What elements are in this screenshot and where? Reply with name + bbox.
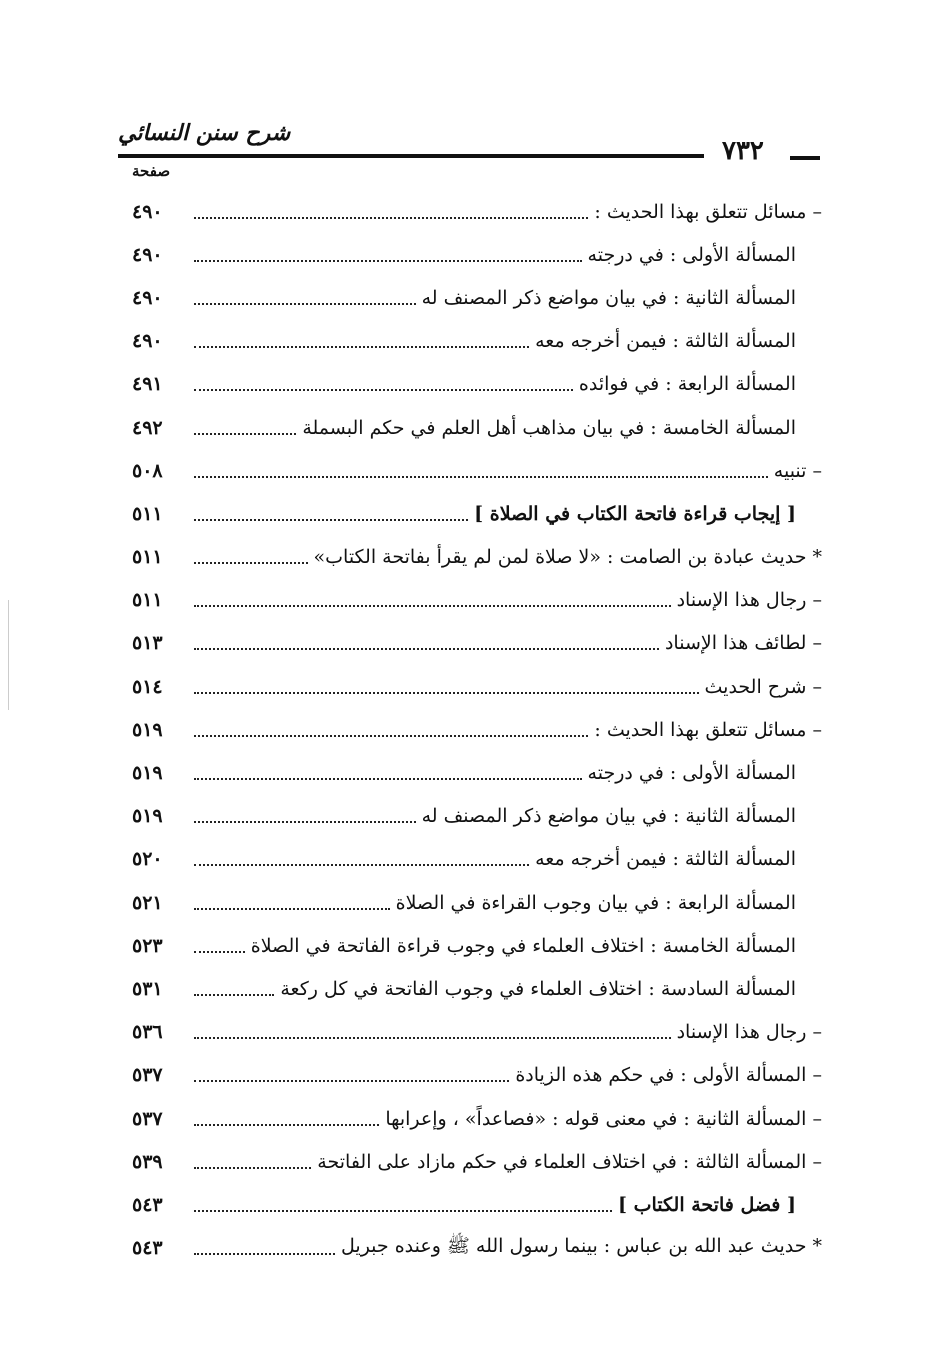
header-rule: [118, 154, 704, 158]
toc-entry-title: – رجال هذا الإسناد: [676, 1021, 822, 1044]
dot-leader: [194, 1124, 379, 1126]
toc-entry: [132, 795, 822, 838]
toc-entry-title: * حديث عبادة بن الصامت : «لا صلاة لمن لم يقرأ بفاتحة الكتاب»: [313, 546, 822, 569]
toc-page-number: ٥٣٩: [132, 1150, 163, 1173]
toc-entry-title: – المسألة الثانية : في معنى قوله : «فصاعداً» ، وإعرابها: [385, 1107, 822, 1130]
dot-leader: [194, 519, 468, 521]
dot-leader: [194, 562, 308, 564]
dot-leader: [194, 864, 529, 866]
toc-page-number: ٥٤٣: [132, 1193, 163, 1216]
toc-entry: [132, 233, 822, 276]
toc-page-number: ٥٣٧: [132, 1064, 163, 1087]
dot-leader: [194, 951, 245, 953]
toc-page-number: ٥١١: [132, 589, 163, 612]
toc-page-number: ٥١٤: [132, 675, 163, 698]
dot-leader: [194, 1080, 509, 1082]
toc-entry-title: – مسائل تتعلق بهذا الحديث :: [594, 718, 822, 741]
toc-page-number: ٥٢٠: [132, 848, 163, 871]
toc-page-number: ٤٩٠: [132, 330, 163, 353]
toc-entry-title: المسألة الثانية : في بيان مواضع ذكر المصنف له: [421, 805, 796, 828]
toc-entry: [132, 536, 822, 579]
toc-page-number: ٥٢٣: [132, 934, 163, 957]
dot-leader: [194, 908, 390, 910]
toc-entry: [132, 1140, 822, 1183]
toc-entry-title: المسألة الأولى : في درجته: [587, 762, 796, 785]
toc-entry: [132, 751, 822, 794]
toc-entry: [132, 1183, 822, 1226]
toc-entry-title: – تنبيه: [773, 459, 822, 482]
toc-page-number: ٥١٩: [132, 805, 163, 828]
toc-page-number: ٥٣٦: [132, 1021, 163, 1044]
dot-leader: [194, 735, 588, 737]
dot-leader: [194, 778, 582, 780]
toc-page-number: ٥٠٨: [132, 459, 163, 482]
dot-leader: [194, 346, 529, 348]
dot-leader: [194, 303, 416, 305]
toc-entry: [132, 1097, 822, 1140]
toc-entry-title: * حديث عبد الله بن عباس : بينما رسول الله ﷺ وعنده جبريل: [341, 1235, 822, 1258]
toc-entry: [132, 363, 822, 406]
toc-entry: [132, 320, 822, 363]
dot-leader: [194, 260, 582, 262]
dot-leader: [194, 1210, 612, 1212]
toc-entry: [132, 190, 822, 233]
toc-entry: [132, 622, 822, 665]
toc-entry-title: المسألة السادسة : اختلاف العلماء في وجوب الفاتحة في كل ركعة: [280, 977, 796, 1000]
dot-leader: [194, 648, 659, 650]
toc-entry: [132, 708, 822, 751]
toc-entry-title: – شرح الحديث: [704, 675, 822, 698]
dot-leader: [194, 692, 699, 694]
toc-entry: [132, 881, 822, 924]
dot-leader: [194, 994, 274, 996]
book-title: شرح سنن النسائي: [118, 120, 291, 146]
dot-leader: [194, 476, 768, 478]
toc-entry-title: [ إيجاب قراءة فاتحة الكتاب في الصلاة ]: [474, 502, 796, 525]
toc-entry: [132, 1227, 822, 1270]
toc-entry: [132, 406, 822, 449]
toc-page-number: ٤٩٢: [132, 416, 163, 439]
scan-edge-mark: [8, 600, 9, 710]
dot-leader: [194, 821, 416, 823]
page-number: ٧٣٢: [722, 136, 764, 166]
toc-entry: [132, 492, 822, 535]
table-of-contents: [132, 190, 822, 1270]
toc-page-number: ٥١٩: [132, 762, 163, 785]
dot-leader: [194, 1253, 335, 1255]
dot-leader: [194, 1167, 311, 1169]
toc-entry: [132, 449, 822, 492]
toc-entry: [132, 665, 822, 708]
toc-entry: [132, 967, 822, 1010]
toc-entry: [132, 276, 822, 319]
dot-leader: [194, 217, 588, 219]
toc-page-number: ٥١٩: [132, 718, 163, 741]
toc-entry-title: المسألة الرابعة : في بيان وجوب القراءة في الصلاة: [395, 891, 796, 914]
toc-entry: [132, 1054, 822, 1097]
toc-entry-title: – المسألة الثالثة : في اختلاف العلماء في حكم مازاد على الفاتحة: [317, 1150, 822, 1173]
toc-entry-title: المسألة الثالثة : فيمن أخرجه معه: [535, 848, 796, 871]
toc-entry: [132, 838, 822, 881]
toc-entry: [132, 579, 822, 622]
toc-page-number: ٤٩٠: [132, 200, 163, 223]
toc-page-number: ٥٤٣: [132, 1237, 163, 1260]
toc-entry-title: المسألة الخامسة : اختلاف العلماء في وجوب قراءة الفاتحة في الصلاة: [250, 934, 796, 957]
header-dash: [790, 156, 820, 160]
toc-entry-title: – مسائل تتعلق بهذا الحديث :: [594, 200, 822, 223]
toc-entry-title: المسألة الخامسة : في بيان مذاهب أهل العلم في حكم البسملة: [302, 416, 796, 439]
toc-entry-title: المسألة الثالثة : فيمن أخرجه معه: [535, 330, 796, 353]
toc-page-number: ٤٩٠: [132, 243, 163, 266]
toc-page-number: ٥١١: [132, 502, 163, 525]
toc-entry: [132, 924, 822, 967]
toc-entry-title: المسألة الرابعة : في فوائده: [578, 373, 796, 396]
toc-page-number: ٥٢١: [132, 891, 163, 914]
toc-page-number: ٤٩٠: [132, 286, 163, 309]
toc-page-number: ٥٣١: [132, 977, 163, 1000]
dot-leader: [194, 1037, 671, 1039]
toc-entry: [132, 1011, 822, 1054]
dot-leader: [194, 389, 573, 391]
toc-entry-title: المسألة الثانية : في بيان مواضع ذكر المصنف له: [421, 286, 796, 309]
toc-entry-title: – لطائف هذا الإسناد: [664, 632, 822, 655]
toc-entry-title: – المسألة الأولى : في حكم هذه الزيادة: [515, 1064, 822, 1087]
toc-page-number: ٥١١: [132, 546, 163, 569]
toc-page-number: ٥١٣: [132, 632, 163, 655]
toc-entry-title: المسألة الأولى : في درجته: [587, 243, 796, 266]
toc-page-number: ٥٣٧: [132, 1107, 163, 1130]
dot-leader: [194, 605, 671, 607]
page-column-label: صفحة: [132, 162, 171, 180]
toc-entry-title: – رجال هذا الإسناد: [676, 589, 822, 612]
toc-page-number: ٤٩١: [132, 373, 163, 396]
dot-leader: [194, 433, 296, 435]
toc-entry-title: [ فضل فاتحة الكتاب ]: [618, 1193, 796, 1216]
